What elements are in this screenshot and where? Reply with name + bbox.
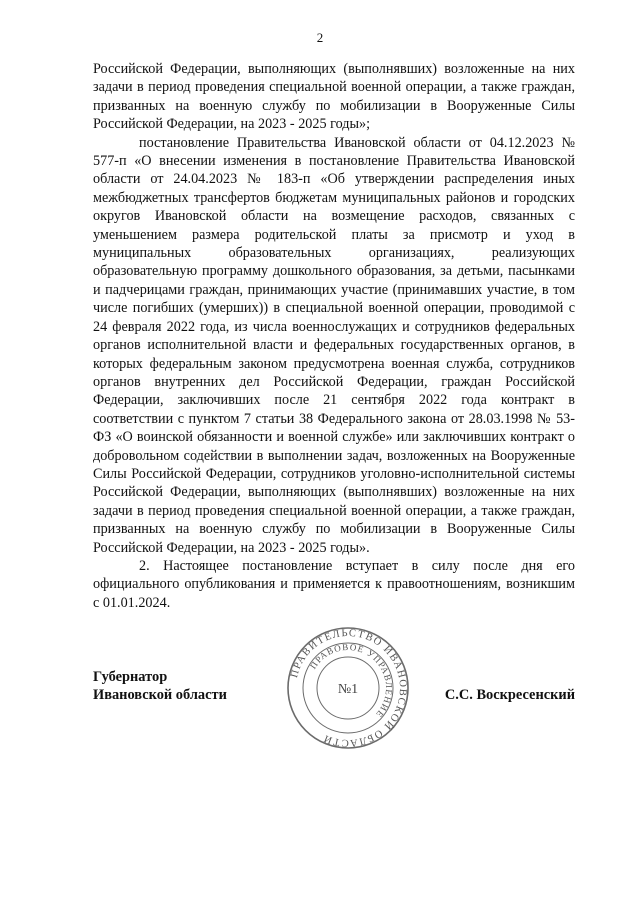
document-body <box>93 60 575 612</box>
signatory-region: Ивановской области <box>93 687 227 703</box>
official-seal-stamp <box>286 626 410 750</box>
seal-outer-text: ПРАВИТЕЛЬСТВО ИВАНОВСКОЙ ОБЛАСТИ <box>289 627 409 749</box>
paragraph-effective-date: 2. Настоящее постановление вступает в силу после дня его официального опубликования и применяется к правоотношениям, возникшим с 01.01.2024. <box>93 557 575 611</box>
paragraph-resolution-reference: постановление Правительства Ивановской области от 04.12.2023 № 577-п «О внесении изменения в постановление Правительства Ивановской области от 24.04.2023 № 183-п «Об утверждении распределения иных межбюджетных трансфертов бюджетам муниципальных районов и городских округов Ивановской области на возмещение расходов, связанных с уменьшением размера родительской платы за присмотр и уход в муниципальных образовательных организациях, реализующих образовательную программу дошкольного образования, за детьми, пасынками и падчерицами граждан, принимающих участие (принимавших участие, в том числе погибших (умерших)) в специальной военной операции, проводимой с 24 февраля 2022 года, из числа военнослужащих и сотрудников федеральных органов исполнительной власти и федеральных государственных органов, в которых федеральным законом предусмотрена военная служба, сотрудников органов внутренних дел Российской Федерации, граждан Российской Федерации, заключивших после 21 сентября 2022 года контракт в соответствии с пунктом 7 статьи 38 Федерального закона от 28.03.1998 № 53-ФЗ «О воинской обязанности и военной службе» или заключивших контракт о добровольном содействии в выполнении задач, возложенных на Вооруженные Силы Российской Федерации, сотрудников уголовно-исполнительной системы Российской Федерации, выполняющих (выполнявших) возложенные на них задачи в период проведения специальной военной операции, а также граждан, призванных на военную службу по мобилизации в Вооруженные Силы Российской Федерации, на 2023 - 2025 годы». <box>93 134 575 556</box>
signatory-name: С.С. Воскресенский <box>444 687 575 703</box>
signatory-title: Губернатор <box>93 669 168 685</box>
seal-center-number: №1 <box>337 682 359 697</box>
paragraph-continuation: Российской Федерации, выполняющих (выполнявших) возложенные на них задачи в период проведения специальной военной операции, а также граждан, призванных на военную службу по мобилизации в Вооруженные Силы Российской Федерации, на 2023 - 2025 годы»; <box>93 61 575 133</box>
seal-inner-text: ПРАВОВОЕ УПРАВЛЕНИЕ <box>307 641 395 720</box>
signatory-position <box>93 668 227 704</box>
page-number: 2 <box>316 30 324 45</box>
